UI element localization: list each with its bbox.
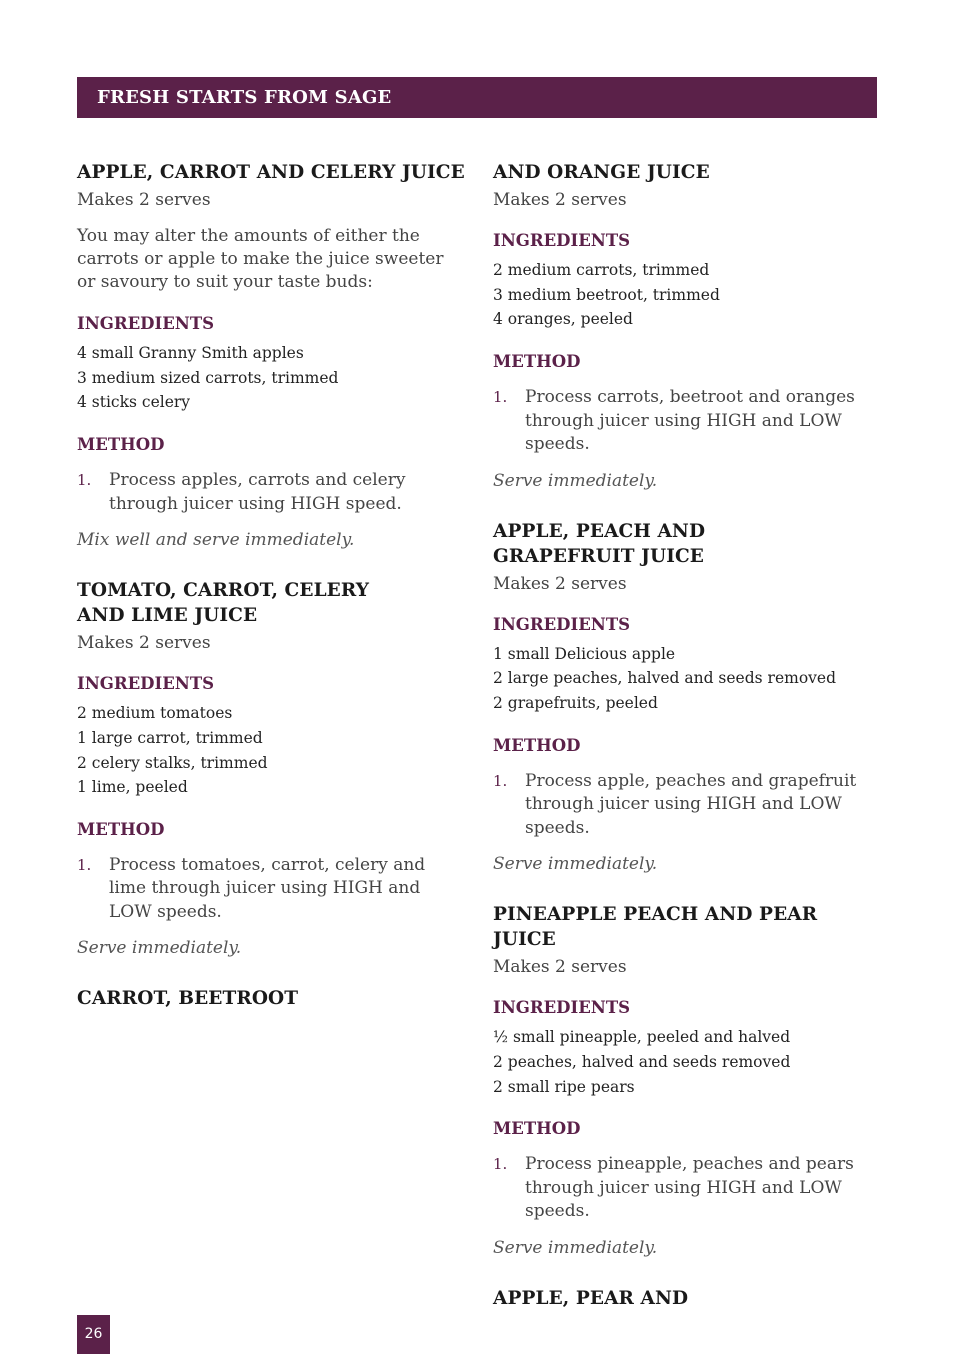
ingredient-item: 2 medium tomatoes — [77, 704, 233, 723]
ingredient-item: 2 large peaches, halved and seeds removed — [493, 669, 836, 688]
left-column — [77, 160, 467, 1038]
method-steps — [493, 770, 883, 841]
ingredient-item: 1 lime, peeled — [77, 778, 188, 797]
recipe-title-line: APPLE, PEACH AND — [493, 520, 706, 542]
ingredient-item: ½ small pineapple, peeled and halved — [493, 1028, 791, 1047]
ingredients-heading: INGREDIENTS — [493, 614, 631, 634]
ingredient-item: 4 sticks celery — [77, 393, 191, 412]
method-step — [493, 770, 883, 841]
recipe-tomato-carrot-celery-lime — [77, 578, 467, 959]
ingredient-item: 3 medium sized carrots, trimmed — [77, 368, 339, 387]
method-steps — [493, 386, 883, 457]
step-text: Process tomatoes, carrot, celery and lime through juicer using HIGH and LOW speeds. — [109, 854, 426, 922]
method-steps — [77, 854, 467, 925]
ingredients-heading: INGREDIENTS — [77, 314, 215, 333]
recipe-title: CARROT, BEETROOT — [77, 988, 299, 1010]
section-banner: FRESH STARTS FROM SAGE — [77, 77, 877, 118]
recipe-title — [77, 578, 467, 628]
recipe-title: APPLE, PEAR AND — [493, 1287, 689, 1309]
recipe-serves: Makes 2 serves — [493, 957, 627, 978]
ingredients-list — [77, 341, 467, 415]
ingredient-item: 2 celery stalks, trimmed — [77, 753, 268, 772]
serving-note: Serve immediately. — [77, 938, 242, 959]
recipe-serves: Makes 2 serves — [77, 633, 211, 654]
recipe-title: AND ORANGE JUICE — [493, 162, 710, 183]
step-text: Process pineapple, peaches and pears through juicer using HIGH and LOW speeds. — [525, 1154, 854, 1222]
serving-note: Serve immediately. — [493, 854, 658, 875]
recipe-serves: Makes 2 serves — [493, 573, 627, 594]
recipe-carrot-beetroot — [77, 986, 467, 1011]
recipe-pineapple-peach-pear — [493, 902, 883, 1259]
step-number: 1. — [493, 771, 508, 790]
step-number: 1. — [77, 471, 92, 490]
method-heading: METHOD — [493, 735, 581, 755]
method-heading: METHOD — [77, 435, 165, 455]
ingredient-item: 2 peaches, halved and seeds removed — [493, 1052, 791, 1071]
ingredients-list — [493, 642, 883, 716]
ingredients-list — [493, 258, 883, 332]
recipe-title — [493, 519, 883, 569]
page-number: 26 — [77, 1315, 110, 1354]
ingredients-heading: INGREDIENTS — [493, 998, 631, 1018]
recipe-carrot-beetroot-orange — [493, 160, 883, 492]
recipe-apple-peach-grapefruit — [493, 519, 883, 876]
recipe-title: APPLE, CARROT AND CELERY JUICE — [77, 162, 465, 183]
ingredient-item: 4 oranges, peeled — [493, 310, 633, 329]
ingredient-item: 1 large carrot, trimmed — [77, 728, 263, 747]
right-column — [493, 160, 883, 1338]
method-step — [493, 1153, 883, 1224]
recipe-title-line: AND LIME JUICE — [77, 605, 258, 627]
ingredient-item: 3 medium beetroot, trimmed — [493, 285, 720, 304]
step-number: 1. — [493, 388, 508, 407]
method-steps — [493, 1153, 883, 1224]
ingredients-heading: INGREDIENTS — [493, 231, 631, 250]
recipe-apple-pear — [493, 1286, 883, 1311]
serving-note: Mix well and serve immediately. — [77, 530, 355, 551]
recipe-apple-carrot-celery — [77, 160, 467, 551]
ingredient-item: 2 grapefruits, peeled — [493, 694, 658, 713]
method-step — [493, 386, 883, 457]
recipe-title-line: TOMATO, CARROT, CELERY — [77, 580, 370, 602]
recipe-serves: Makes 2 serves — [493, 190, 627, 210]
ingredient-item: 2 small ripe pears — [493, 1077, 635, 1096]
ingredient-item: 1 small Delicious apple — [493, 644, 676, 663]
method-steps — [77, 469, 467, 516]
ingredient-item: 2 medium carrots, trimmed — [493, 261, 710, 279]
recipe-serves: Makes 2 serves — [77, 190, 211, 210]
step-text: Process apple, peaches and grapefruit through juicer using HIGH and LOW speeds. — [525, 770, 857, 838]
ingredients-list — [77, 701, 467, 800]
recipe-title: PINEAPPLE PEACH AND PEAR JUICE — [493, 904, 818, 951]
step-number: 1. — [77, 855, 92, 874]
ingredients-list — [493, 1025, 883, 1099]
step-text: Process carrots, beetroot and oranges through juicer using HIGH and LOW speeds. — [525, 387, 855, 455]
method-heading: METHOD — [493, 1119, 581, 1139]
serving-note: Serve immediately. — [493, 470, 658, 491]
method-heading: METHOD — [493, 352, 581, 372]
recipe-title-line: GRAPEFRUIT JUICE — [493, 545, 705, 567]
step-number: 1. — [493, 1155, 508, 1174]
recipe-intro: You may alter the amounts of either the carrots or apple to make the juice sweeter or savoury to suit your taste buds: — [77, 226, 444, 292]
method-step — [77, 854, 467, 925]
step-text: Process apples, carrots and celery through juicer using HIGH speed. — [109, 470, 406, 514]
serving-note: Serve immediately. — [493, 1237, 658, 1258]
ingredients-heading: INGREDIENTS — [77, 674, 215, 694]
method-step — [77, 469, 467, 516]
method-heading: METHOD — [77, 819, 165, 839]
ingredient-item: 4 small Granny Smith apples — [77, 344, 304, 362]
